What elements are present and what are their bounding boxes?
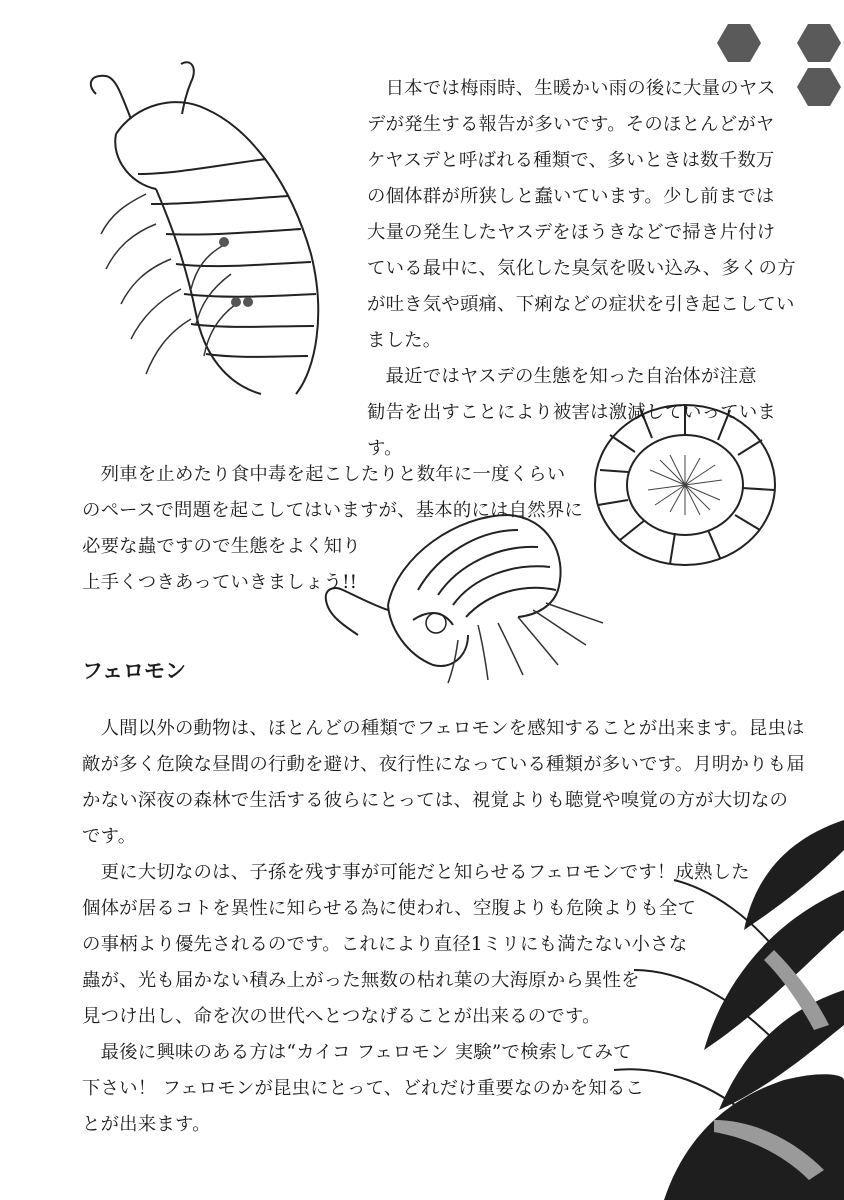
text-line: 最後に興味のある方は“カイコ フェロモン 実験”で検索してみて — [82, 1042, 632, 1063]
text-line: 下さい！ フェロモンが昆虫にとって、どれだけ重要なのかを知るこ — [82, 1078, 645, 1099]
text-line: 人間以外の動物は、ほとんどの種類でフェロモンを感知することが出来ます。昆虫は — [82, 718, 805, 739]
text-line: です。 — [82, 826, 137, 847]
text-line: とが出来ます。 — [82, 1114, 211, 1135]
millipede-illustration-top — [76, 64, 346, 404]
text-line: の事柄より優先されるのです。これにより直径1ミリにも満たない小さな — [82, 934, 688, 955]
text-line: 最近ではヤスデの生態を知った自治体が注意 — [367, 366, 757, 387]
millipede-illustration-curled — [590, 400, 780, 570]
text-line: デが発生する報告が多いです。そのほとんどがヤ — [367, 114, 775, 135]
text-line: ました。 — [367, 330, 442, 351]
hexagon-decoration — [704, 6, 844, 116]
text-line: 上手くつきあっていきましょう!! — [82, 572, 358, 593]
text-line: 日本では梅雨時、生暖かい雨の後に大量のヤス — [367, 78, 776, 99]
text-line: 勧告を出すことにより被害は激減していっていま — [367, 402, 776, 423]
text-line: 更に大切なのは、子孫を残す事が可能だと知らせるフェロモンです！成熟した — [82, 862, 750, 883]
text-line: 個体が居るコトを異性に知らせる為に使われ、空腹よりも危険よりも全て — [82, 898, 697, 919]
text-line: ケヤスデと呼ばれる種類で、多いときは数千数万 — [367, 150, 775, 171]
text-line: 蟲が、光も届かない積み上がった無数の枯れ葉の大海原から異性を — [82, 970, 640, 991]
text-line: 大量の発生したヤスデをほうきなどで掃き片付け — [367, 222, 776, 243]
text-line: が吐き気や頭痛、下痢などの症状を引き起こしてい — [367, 294, 795, 315]
text-line: ている最中に、気化した臭気を吸い込み、多くの方 — [367, 258, 796, 279]
text-line: 列車を止めたり食中毒を起こしたりと数年に一度くらい — [82, 464, 566, 485]
text-line: 敵が多く危険な昼間の行動を避け、夜行性になっている種類が多いです。月明かりも届 — [82, 754, 805, 775]
text-line: のペースで問題を起こしてはいますが、基本的には自然界に — [82, 500, 584, 521]
text-line: 見つけ出し、命を次の世代へとつなげることが出来るのです。 — [82, 1006, 601, 1027]
text-line: かない深夜の森林で生活する彼らにとっては、視覚よりも聴覚や嗅覚の方が大切なの — [82, 790, 789, 811]
text-line: の個体群が所狭しと蠢いています。少し前までは — [367, 186, 775, 207]
text-line: す。 — [367, 438, 403, 459]
section-heading: フェロモン — [82, 659, 186, 683]
text-line: 必要な蟲ですので生態をよく知り — [82, 536, 361, 557]
millipede-illustration-walking — [318, 505, 608, 685]
